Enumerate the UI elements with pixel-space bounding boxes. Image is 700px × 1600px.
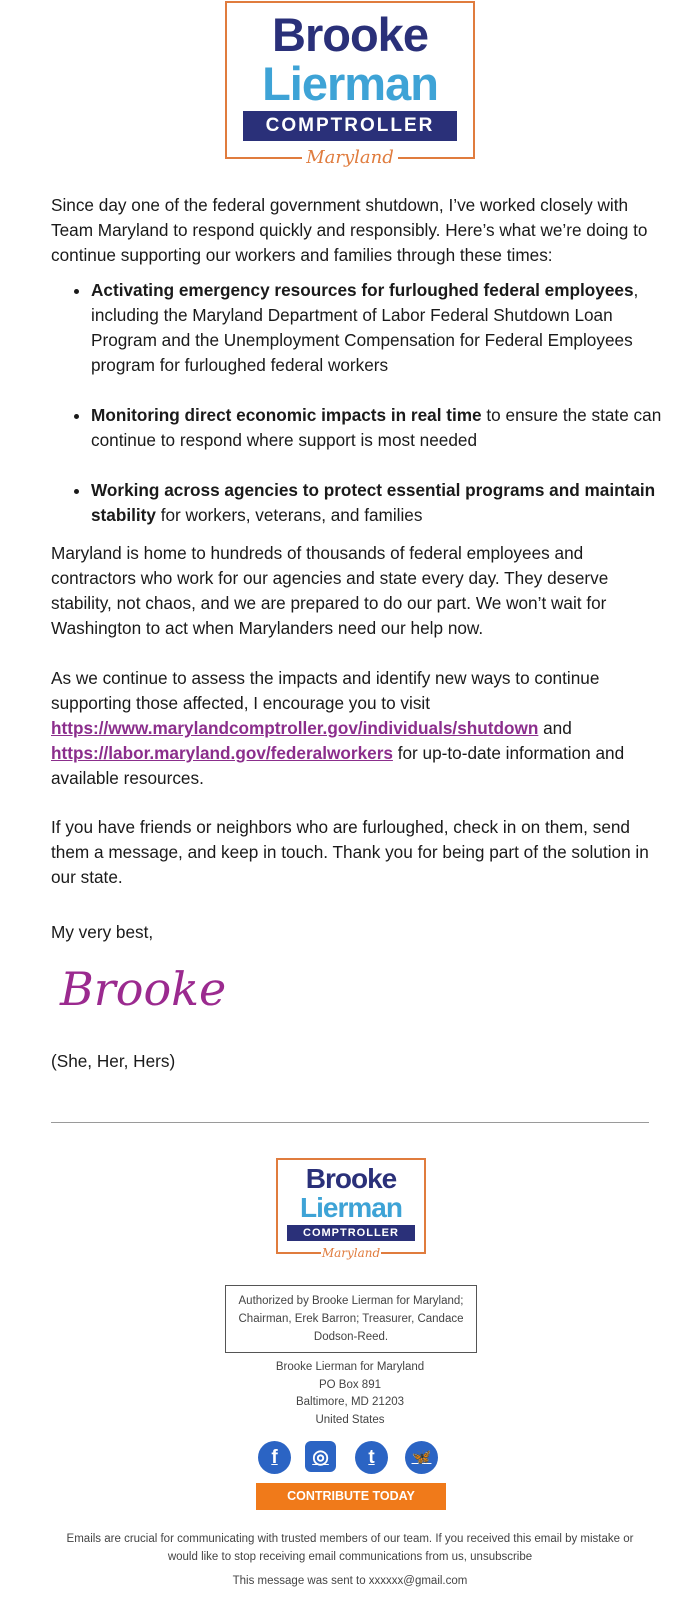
twitter-icon[interactable]: t bbox=[355, 1441, 388, 1474]
list-item bbox=[91, 278, 681, 378]
action-list bbox=[51, 278, 681, 528]
resources-text-before: As we continue to assess the impacts and identify new ways to continue supporting those affected, I encourage you to visit bbox=[51, 668, 600, 713]
authorization-disclaimer: Authorized by Brooke Lierman for Maryland; Chairman, Erek Barron; Treasurer, Candace Dodson-Reed. bbox=[225, 1285, 477, 1353]
list-item-bold: Working across agencies to protect essential programs and maintain stability bbox=[91, 480, 656, 525]
logo-office: COMPTROLLER bbox=[287, 1225, 415, 1241]
friends-paragraph: If you have friends or neighbors who are furloughed, check in on them, send them a message, and keep in touch. Thank you for being part of the solution in our state. bbox=[51, 817, 649, 887]
logo-name-first: Brooke bbox=[272, 8, 428, 61]
contribute-button[interactable]: CONTRIBUTE TODAY bbox=[256, 1483, 446, 1510]
logo-state: Maryland bbox=[321, 1246, 381, 1260]
mailing-address bbox=[200, 1359, 500, 1429]
list-item-text: , including the Maryland Department of Labor Federal Shutdown Loan Program and the Unemployment Compensation for Federal Employees program for furloughed federal workers bbox=[91, 280, 639, 375]
logo-state: Maryland bbox=[302, 147, 398, 168]
address-line: Baltimore, MD 21203 bbox=[295, 1396, 405, 1408]
list-item-text: to ensure the state can continue to respond where support is most needed bbox=[91, 405, 662, 450]
comptroller-shutdown-link[interactable]: https://www.marylandcomptroller.gov/individuals/shutdown bbox=[51, 718, 539, 738]
list-item-text: for workers, veterans, and families bbox=[155, 505, 423, 525]
labor-federalworkers-link[interactable]: https://labor.maryland.gov/federalworkers bbox=[51, 743, 393, 763]
divider bbox=[51, 1122, 649, 1123]
closing-salutation: My very best, bbox=[51, 922, 154, 942]
intro-paragraph: Since day one of the federal government shutdown, I’ve worked closely with Team Maryland to respond quickly and responsibly. Here’s what we’re doing to continue supporting our workers and families through these times: bbox=[51, 195, 648, 265]
email-disclaimer: Emails are crucial for communicating with trusted members of our team. If you received this email by mistake or would like to stop receiving email communications from us, unsubscribe bbox=[66, 1533, 634, 1563]
address-line: PO Box 891 bbox=[318, 1378, 381, 1391]
logo-office: COMPTROLLER bbox=[243, 111, 457, 141]
instagram-icon[interactable]: ◎ bbox=[305, 1441, 336, 1472]
resources-text-after: for up-to-date information and available resources. bbox=[51, 743, 625, 788]
pronouns: (She, Her, Hers) bbox=[51, 1051, 176, 1071]
logo-name-last: Lierman bbox=[300, 1192, 402, 1223]
resources-text-middle: and bbox=[538, 718, 572, 738]
list-item bbox=[91, 478, 681, 528]
resources-paragraph bbox=[51, 666, 651, 791]
logo-name-last: Lierman bbox=[262, 57, 438, 110]
list-item-bold: Monitoring direct economic impacts in real time bbox=[91, 405, 482, 425]
social-links bbox=[0, 1441, 700, 1475]
address-line: Brooke Lierman for Maryland bbox=[275, 1361, 425, 1373]
list-item-bold: Activating emergency resources for furloughed federal employees bbox=[91, 280, 634, 300]
facebook-icon[interactable]: f bbox=[258, 1441, 291, 1474]
federal-employees-paragraph: Maryland is home to hundreds of thousands of federal employees and contractors who work for our agencies and state every day. They deserve stability, not chaos, and we are prepared to do our part. We won’t wait for Washington to act when Marylanders need our help now. bbox=[51, 543, 609, 638]
list-item bbox=[91, 403, 681, 453]
header-logo bbox=[225, 1, 475, 168]
address-line: United States bbox=[315, 1413, 385, 1426]
footer-logo bbox=[276, 1158, 426, 1260]
logo-name-first: Brooke bbox=[305, 1163, 397, 1194]
signature: Brooke bbox=[60, 962, 227, 1016]
sent-to-notice: This message was sent to xxxxxx@gmail.com bbox=[232, 1575, 468, 1587]
bluesky-icon[interactable]: 🦋 bbox=[405, 1441, 438, 1474]
